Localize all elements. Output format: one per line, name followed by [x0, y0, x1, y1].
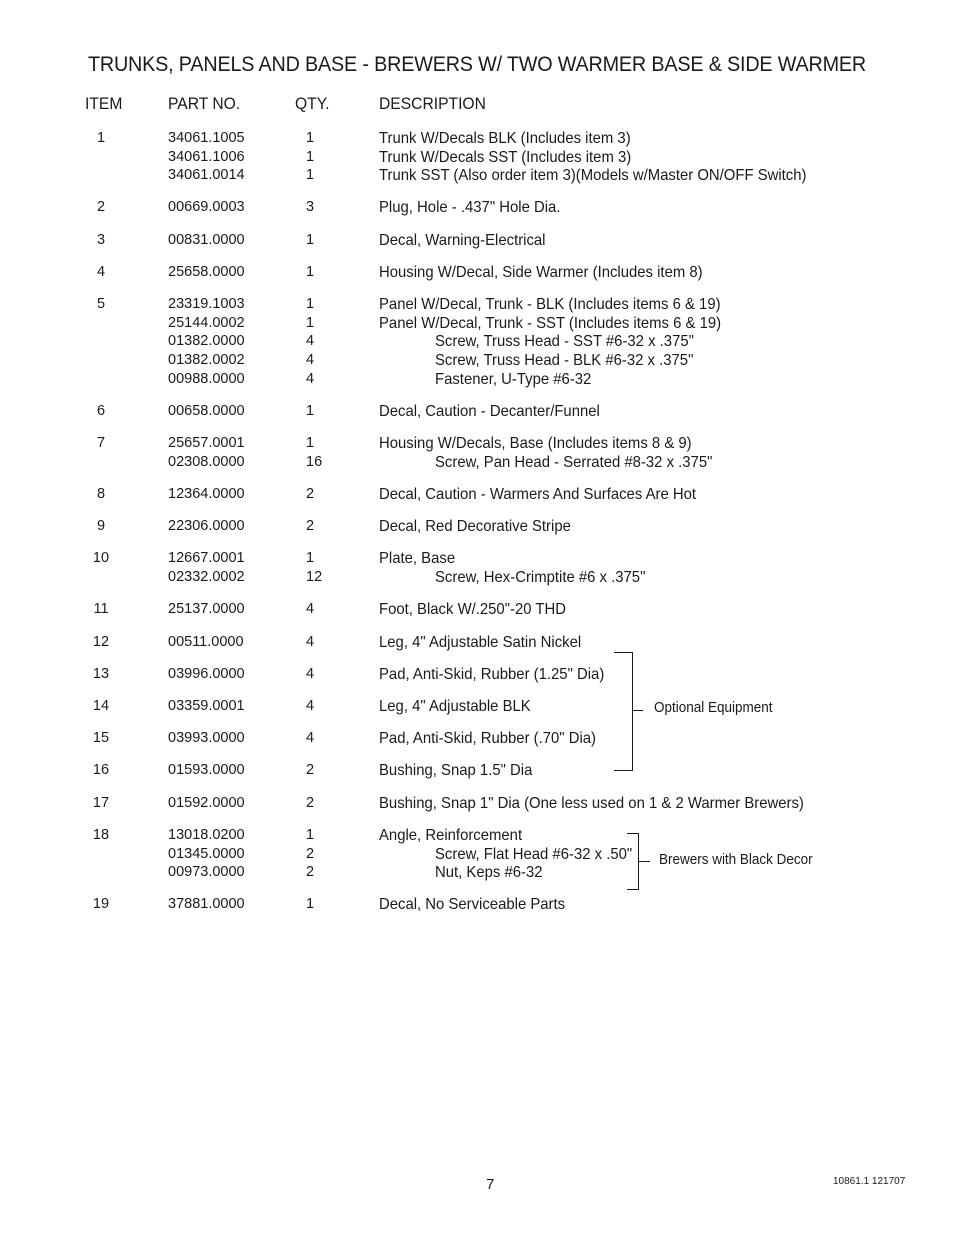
quantity: 1 — [306, 264, 315, 280]
item-number: 14 — [92, 698, 110, 714]
part-description-text: Screw, Pan Head - Serrated #8-32 x .375" — [435, 453, 713, 471]
part-description — [379, 434, 715, 453]
page-title: TRUNKS, PANELS AND BASE - BREWERS W/ TWO WARMER BASE & SIDE WARMER — [87, 52, 867, 76]
part-number: 02308.0000 — [168, 453, 245, 470]
optional-equipment-label: Optional Equipment — [654, 700, 773, 716]
item-number: 4 — [96, 264, 106, 280]
part-description — [379, 314, 747, 333]
part-description — [435, 351, 713, 370]
quantity: 2 — [306, 518, 315, 534]
part-description-text: Decal, No Serviceable Parts — [379, 896, 566, 913]
part-description — [379, 600, 580, 619]
part-description-text: Bushing, Snap 1.5" Dia — [379, 762, 533, 779]
quantity: 2 — [306, 864, 315, 881]
part-description-text: Housing W/Decals, Base (Includes items 8 & 9) — [379, 435, 692, 452]
item-number: 10 — [92, 550, 110, 566]
part-description-text: Screw, Flat Head #6-32 x .50" — [435, 845, 633, 863]
quantity: 3 — [306, 199, 315, 215]
optional-equipment-tick — [632, 710, 643, 711]
quantity: 1 — [306, 827, 315, 843]
part-number: 34061.0014 — [168, 167, 245, 184]
part-description-text: Fastener, U-Type #6-32 — [435, 370, 592, 388]
part-description-text: Trunk W/Decals BLK (Includes item 3) — [379, 130, 631, 147]
part-description-text: Trunk SST (Also order item 3)(Models w/Master ON/OFF Switch) — [379, 167, 807, 185]
part-description — [379, 794, 836, 813]
part-description-text: Angle, Reinforcement — [379, 827, 523, 844]
quantity: 4 — [306, 601, 315, 617]
quantity: 2 — [306, 762, 315, 778]
document-number: 10861.1 121707 — [833, 1176, 906, 1187]
part-number: 34061.1005 — [168, 130, 245, 146]
part-description — [379, 485, 720, 504]
part-number: 01382.0000 — [168, 333, 245, 350]
part-description — [379, 665, 621, 684]
part-description — [379, 148, 650, 167]
quantity: 4 — [306, 634, 315, 650]
item-number: 12 — [92, 634, 110, 650]
part-description — [379, 826, 533, 845]
quantity: 2 — [306, 486, 315, 502]
quantity: 4 — [306, 730, 315, 746]
part-number: 12667.0001 — [168, 550, 245, 566]
part-description-text: Screw, Hex-Crimptite #6 x .375" — [435, 568, 646, 586]
part-number: 12364.0000 — [168, 486, 245, 502]
part-number: 01593.0000 — [168, 762, 245, 778]
black-decor-label: Brewers with Black Decor — [659, 852, 813, 868]
part-number: 02332.0002 — [168, 568, 245, 585]
quantity: 2 — [306, 795, 315, 811]
quantity: 12 — [306, 568, 323, 585]
part-number: 34061.1006 — [168, 148, 245, 165]
part-description — [379, 895, 579, 914]
part-description — [379, 697, 542, 716]
part-description-text: Pad, Anti-Skid, Rubber (1.25" Dia) — [379, 666, 605, 683]
item-number: 16 — [92, 762, 110, 778]
part-description-text: Decal, Red Decorative Stripe — [379, 518, 571, 535]
part-number: 03359.0001 — [168, 698, 245, 714]
part-description — [379, 263, 727, 282]
part-description-text: Pad, Anti-Skid, Rubber (.70" Dia) — [379, 730, 597, 747]
part-number: 00658.0000 — [168, 403, 245, 419]
part-number: 01345.0000 — [168, 845, 245, 862]
page-number: 7 — [486, 1176, 495, 1193]
quantity: 1 — [306, 148, 315, 165]
part-description — [435, 332, 713, 351]
item-number: 5 — [96, 296, 106, 312]
part-number: 00973.0000 — [168, 864, 245, 881]
part-description — [379, 129, 650, 148]
part-number: 25657.0001 — [168, 435, 245, 451]
part-description-text: Decal, Caution - Decanter/Funnel — [379, 403, 600, 420]
quantity: 1 — [306, 167, 315, 184]
part-number: 25137.0000 — [168, 601, 245, 617]
item-number: 2 — [96, 199, 106, 215]
item-number: 13 — [92, 666, 110, 682]
part-description-text: Plug, Hole - .437" Hole Dia. — [379, 199, 561, 216]
part-number: 37881.0000 — [168, 896, 245, 912]
part-description — [379, 402, 616, 421]
part-description — [379, 295, 746, 314]
item-number: 11 — [93, 601, 109, 617]
part-number: 03993.0000 — [168, 730, 245, 746]
quantity: 4 — [306, 352, 315, 369]
part-description-text: Screw, Truss Head - SST #6-32 x .375" — [435, 333, 694, 351]
part-number: 13018.0200 — [168, 827, 245, 843]
part-number: 00988.0000 — [168, 370, 245, 387]
part-description — [435, 845, 647, 864]
part-description-text: Leg, 4" Adjustable BLK — [379, 698, 531, 715]
part-description — [379, 633, 596, 652]
part-description — [435, 568, 661, 587]
part-description-text: Foot, Black W/.250"-20 THD — [379, 601, 566, 618]
part-description — [379, 761, 544, 780]
part-description — [379, 517, 585, 536]
part-description-text: Panel W/Decal, Trunk - BLK (Includes items 6 & 19) — [379, 296, 721, 313]
part-description — [435, 453, 733, 472]
part-description — [379, 549, 461, 568]
part-number: 00511.0000 — [168, 634, 244, 650]
part-number: 00669.0003 — [168, 199, 245, 215]
part-description-text: Leg, 4" Adjustable Satin Nickel — [379, 634, 582, 651]
item-number: 7 — [96, 435, 106, 451]
item-number: 19 — [92, 896, 110, 912]
part-description — [435, 370, 603, 389]
part-description-text: Bushing, Snap 1" Dia (One less used on 1 & 2 Warmer Brewers) — [379, 795, 804, 812]
part-description — [435, 863, 551, 882]
column-header-qty: QTY. — [295, 94, 330, 113]
part-number: 25658.0000 — [168, 264, 245, 280]
quantity: 1 — [306, 435, 315, 451]
part-number: 01592.0000 — [168, 795, 245, 811]
quantity: 1 — [306, 896, 315, 912]
item-number: 18 — [92, 827, 110, 843]
item-number: 3 — [96, 232, 106, 248]
quantity: 1 — [306, 130, 315, 146]
item-number: 9 — [96, 518, 106, 534]
optional-equipment-bracket — [614, 652, 633, 771]
item-number: 6 — [96, 403, 106, 419]
part-description-text: Screw, Truss Head - BLK #6-32 x .375" — [435, 352, 694, 370]
part-description-text: Panel W/Decal, Trunk - SST (Includes items 6 & 19) — [379, 314, 722, 332]
part-number: 22306.0000 — [168, 518, 245, 534]
item-number: 1 — [96, 130, 106, 146]
column-header-description: DESCRIPTION — [379, 94, 486, 113]
part-description-text: Plate, Base — [379, 550, 456, 567]
column-header-item: ITEM — [85, 94, 123, 113]
part-description — [379, 198, 574, 217]
item-number: 17 — [92, 795, 110, 811]
item-number: 8 — [96, 486, 106, 502]
part-number: 03996.0000 — [168, 666, 245, 682]
part-description — [379, 166, 839, 185]
part-description-text: Housing W/Decal, Side Warmer (Includes item 8) — [379, 264, 703, 281]
part-description — [379, 231, 558, 250]
part-description-text: Trunk W/Decals SST (Includes item 3) — [379, 148, 632, 166]
item-number: 15 — [92, 730, 110, 746]
part-number: 25144.0002 — [168, 314, 245, 331]
quantity: 1 — [306, 403, 315, 419]
column-header-part-no: PART NO. — [168, 94, 241, 113]
part-number: 01382.0002 — [168, 352, 245, 369]
quantity: 1 — [306, 232, 315, 248]
part-description-text: Decal, Caution - Warmers And Surfaces Are Hot — [379, 486, 697, 503]
quantity: 1 — [306, 314, 315, 331]
quantity: 2 — [306, 845, 315, 862]
part-description-text: Nut, Keps #6-32 — [435, 864, 543, 882]
quantity: 1 — [306, 296, 315, 312]
quantity: 4 — [306, 666, 315, 682]
quantity: 4 — [306, 333, 315, 350]
part-number: 00831.0000 — [168, 232, 245, 248]
quantity: 1 — [306, 550, 315, 566]
quantity: 16 — [306, 453, 323, 470]
black-decor-tick — [638, 861, 650, 862]
part-description-text: Decal, Warning-Electrical — [379, 232, 546, 249]
part-description — [379, 729, 612, 748]
quantity: 4 — [306, 698, 315, 714]
quantity: 4 — [306, 370, 315, 387]
part-number: 23319.1003 — [168, 296, 245, 312]
